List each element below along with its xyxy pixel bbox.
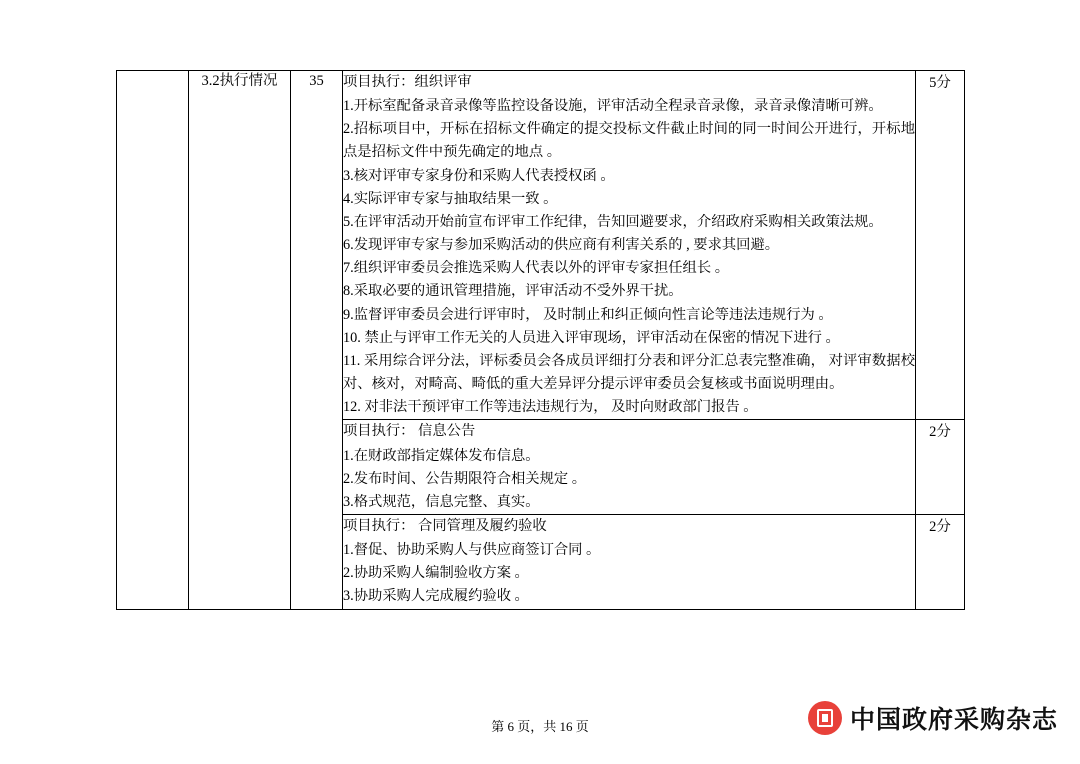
cell-left-blank [117, 71, 189, 610]
cell-content-organize-review [343, 71, 916, 420]
publisher-name: 中国政府采购杂志 [849, 707, 1058, 734]
evaluation-table [116, 70, 965, 610]
cell-content-contract-management [343, 514, 916, 609]
cell-score: 2分 [916, 420, 965, 515]
publisher-stamp [808, 700, 1058, 736]
section-title: 项目执行： 信息公告 [343, 423, 476, 440]
content-line: 3.核对评审专家身份和采购人代表授权函 。 [343, 167, 615, 184]
cell-score: 5分 [916, 71, 965, 420]
content-line: 2.协助采购人编制验收方案 。 [343, 565, 529, 582]
content-line: 1.在财政部指定媒体发布信息。 [343, 447, 540, 464]
content-line: 8.采取必要的通讯管理措施，评审活动不受外界干扰。 [343, 283, 683, 300]
content-line: 1.督促、协助采购人与供应商签订合同 。 [343, 542, 601, 559]
content-line: 3.协助采购人完成履约验收 。 [343, 588, 529, 605]
content-line: 12. 对非法干预评审工作等违法违规行为， 及时向财政部门报告 。 [343, 399, 758, 416]
wechat-official-account-icon [808, 701, 842, 735]
cell-score: 2分 [916, 514, 965, 609]
content-line: 5.在评审活动开始前宣布评审工作纪律，告知回避要求，介绍政府采购相关政策法规。 [343, 213, 883, 230]
page-indicator: 第 6 页，共 16 页 [491, 719, 589, 734]
section-title: 项目执行： 合同管理及履约验收 [343, 517, 547, 534]
content-line: 2.招标项目中，开标在招标文件确定的提交投标文件截止时间的同一时间公开进行，开标地点是招标文件中预先确定的地点 。 [343, 121, 915, 161]
section-title: 项目执行：组织评审 [343, 74, 472, 90]
content-line: 6.发现评审专家与参加采购活动的供应商有利害关系的 , 要求其回避。 [343, 237, 780, 254]
cell-weight: 35 [291, 71, 343, 610]
cell-content-information-announcement [343, 420, 916, 515]
table-row [117, 71, 965, 420]
content-line: 7.组织评审委员会推选采购人代表以外的评审专家担任组长 。 [343, 260, 730, 277]
content-line: 9.监督评审委员会进行评审时， 及时制止和纠正倾向性言论等违法违规行为 。 [343, 306, 833, 323]
content-line: 1.开标室配备录音录像等监控设备设施，评审活动全程录音录像，录音录像清晰可辨。 [343, 98, 883, 115]
content-line: 10. 禁止与评审工作无关的人员进入评审现场，评审活动在保密的情况下进行 。 [343, 329, 840, 346]
content-line: 2.发布时间、公告期限符合相关规定 。 [343, 470, 587, 487]
content-line: 4.实际评审专家与抽取结果一致 。 [343, 190, 558, 207]
content-line: 11. 采用综合评分法，评标委员会各成员评细打分表和评分汇总表完整准确， 对评审数据校对、核对，对畸高、畸低的重大差异评分提示评审委员会复核或书面说明理由。 [343, 352, 915, 393]
content-line: 3.格式规范，信息完整、真实。 [343, 493, 540, 510]
cell-criterion: 3.2执行情况 [189, 71, 291, 610]
